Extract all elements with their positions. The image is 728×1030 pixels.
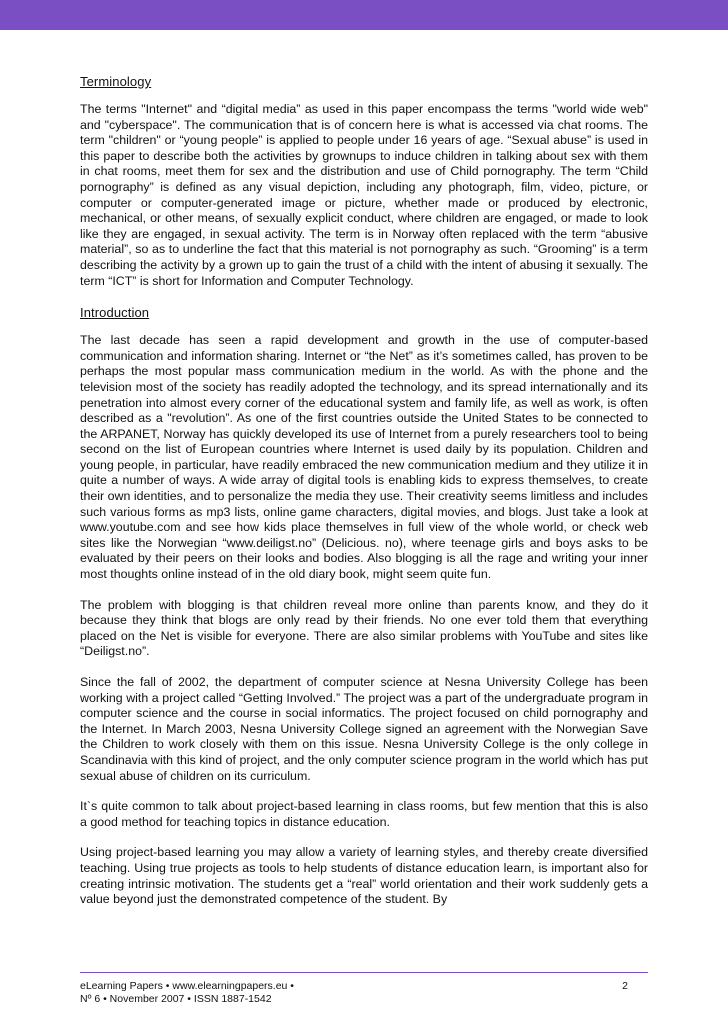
heading-introduction: Introduction [80, 305, 150, 321]
heading-terminology: Terminology [80, 74, 152, 89]
paragraph-intro-1: The last decade has seen a rapid development and growth in the use of computer-based communication and information sharing. Internet or “the Net” as it’s sometimes called, has proven to be perhaps the most popular mass communication medium in the world. As with the phone and the television most of the society has readily adopted the technology, and its spread internationally and its penetration into almost every corner of the educational system and family life, as well as work, is often described as a "revolution”. As one of the first countries outside the United States to be connected to the ARPANET, Norway has quickly developed its use of Internet from a purely researchers tool to being second on the list of European countries where Internet is used daily by its population. Children and young people, in particular, have readily embraced the new communication medium and they utilize it in quite a number of ways. A wide array of digital tools is enabling kids to express themselves, to create their own identities, and to personalize the media they use. Their creativity seems limitless and includes such various forms as mp3 lists, online game characters, digital movies, and blogs. Just take a look at www.youtube.com and see how kids place themselves in full view of the whole world, or check web sites like the Norwegian “www.deiligst.no” (Delicious. no), where teenage girls and boys asks to be evaluated by their peers on their looks and bodies. Also blogging is all the rage and writing your inner most thoughts online instead of in the old diary book, might seem quite fun. [80, 333, 648, 582]
page-number: 2 [622, 980, 628, 992]
paragraph-intro-2: The problem with blogging is that children reveal more online than parents know, and they do it because they think that blogs are only read by their friends. No one ever told them that everything placed on the Net is visible for everyone. There are also similar problems with YouTube and sites like “Deiligst.no”. [80, 597, 648, 659]
page-content [80, 73, 648, 923]
paragraph-intro-3: Since the fall of 2002, the department of computer science at Nesna University College has been working with a project called “Getting Involved.” The project was a part of the undergraduate program in computer science and the course in social informatics. The project focused on child pornography and the Internet. In March 2003, Nesna University College signed an agreement with the Norwegian Save the Children to work closely with them on this issue. Nesna University College is the only college in Scandinavia with this kind of project, and the only computer science program in the world which has put sexual abuse of children on its curriculum. [80, 675, 648, 783]
paragraph-intro-5: Using project-based learning you may allow a variety of learning styles, and thereby create diversified teaching. Using true projects as tools to help students of distance education learn, is important also for creating intrinsic motivation. The students get a “real” world orientation and their work suddenly gets a value beyond just the demonstrated competence of the student. By [80, 845, 648, 907]
footer-line-1: eLearning Papers • www.elearningpapers.eu • [80, 980, 294, 992]
paragraph-terminology: The terms "Internet" and “digital media” as used in this paper encompass the terms "world wide web" and "cyberspace". The communication that is of concern here is what is accessed via chat rooms. The term "children" or “young people” is applied to people under 16 years of age. “Sexual abuse” is used in this paper to describe both the activities by grownups to induce children in talking about sex with them in chat rooms, meet them for sex and the distribution and use of Child pornography. The term “Child pornography” is defined as any visual depiction, including any photograph, film, video, picture, or computer or computer-generated image or picture, whether made or produced by electronic, mechanical, or other means, of sexually explicit conduct, where children are engaged, or made to look like they are engaged, in sexual activity. The term is in Norway often replaced with the term “abusive material”, so as to underline the fact that this material is not pornography as such. “Grooming” is a term describing the activity by a grown up to gain the trust of a child with the intent of abusing it sexually. The term “ICT” is short for Information and Computer Technology. [80, 102, 648, 288]
footer-line-2: Nº 6 • November 2007 • ISSN 1887-1542 [80, 993, 272, 1005]
footer-divider [80, 972, 648, 973]
page-footer [80, 980, 648, 1006]
paragraph-intro-4: It`s quite common to talk about project-based learning in class rooms, but few mention that this is also a good method for teaching topics in distance education. [80, 799, 648, 829]
top-color-bar [0, 0, 728, 30]
